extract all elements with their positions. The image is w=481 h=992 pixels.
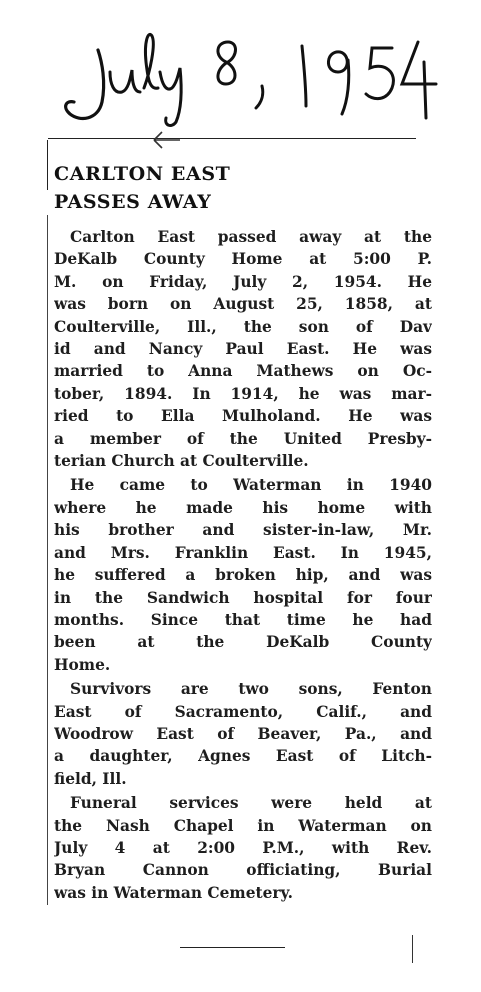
text-line: DeKalb County Home at 5:00 P. xyxy=(54,250,432,269)
text-line: ried to Ella Mulholand. He was xyxy=(54,407,432,426)
text-line: was born on August 25, 1858, at xyxy=(54,295,432,314)
text-line: where he made his home with xyxy=(54,498,432,517)
text-line: Home. xyxy=(54,655,111,674)
text-line: been at the DeKalb County xyxy=(54,633,432,652)
text-line: he suffered a broken hip, and was xyxy=(54,566,432,585)
clipping-left-edge xyxy=(47,215,48,905)
headline-line-1: CARLTON EAST xyxy=(54,163,231,185)
text-line: M. on Friday, July 2, 1954. He xyxy=(54,272,432,291)
text-line: Carlton East passed away at the xyxy=(70,228,432,246)
paragraph-survivors xyxy=(54,678,432,790)
article-end-rule xyxy=(180,947,285,948)
text-line: Survivors are two sons, Fenton xyxy=(70,680,432,699)
text-line: tober, 1894. In 1914, he was mar- xyxy=(54,384,432,403)
headline xyxy=(54,160,432,216)
text-line: months. Since that time he had xyxy=(54,610,432,629)
text-line: id and Nancy Paul East. He was xyxy=(54,340,432,359)
handwritten-date-signature xyxy=(40,22,440,132)
text-line: field, Ill. xyxy=(54,769,127,788)
headline-line-2: PASSES AWAY xyxy=(54,191,212,213)
text-line: the Nash Chapel in Waterman on xyxy=(54,816,432,835)
text-line: his brother and sister-in-law, Mr. xyxy=(54,521,432,540)
obituary-article xyxy=(54,160,432,906)
paragraph-funeral xyxy=(54,792,432,904)
text-line: Bryan Cannon officiating, Burial xyxy=(54,861,432,880)
text-line: a daughter, Agnes East of Litch- xyxy=(54,747,432,766)
paragraph-death-notice xyxy=(54,226,432,472)
text-line: He came to Waterman in 1940 xyxy=(70,476,432,495)
paragraph-residence xyxy=(54,474,432,676)
text-line: married to Anna Mathews on Oc- xyxy=(54,362,432,381)
handwritten-date xyxy=(40,22,440,132)
text-line: a member of the United Presby- xyxy=(54,429,432,448)
text-line: in the Sandwich hospital for four xyxy=(54,588,432,607)
clipping-right-mark xyxy=(412,935,413,963)
text-line: terian Church at Coulterville. xyxy=(54,452,309,471)
scissor-mark-icon xyxy=(150,128,186,150)
text-line: July 4 at 2:00 P.M., with Rev. xyxy=(54,838,432,857)
text-line: and Mrs. Franklin East. In 1945, xyxy=(54,543,432,562)
text-line: East of Sacramento, Calif., and xyxy=(54,702,432,721)
clipping-top-border xyxy=(48,138,416,139)
clipping-left-border xyxy=(47,140,48,190)
text-line: was in Waterman Cemetery. xyxy=(54,883,294,902)
text-line: Coulterville, Ill., the son of Dav xyxy=(54,317,432,336)
text-line: Funeral services were held at xyxy=(70,794,432,813)
text-line: Woodrow East of Beaver, Pa., and xyxy=(54,724,432,743)
